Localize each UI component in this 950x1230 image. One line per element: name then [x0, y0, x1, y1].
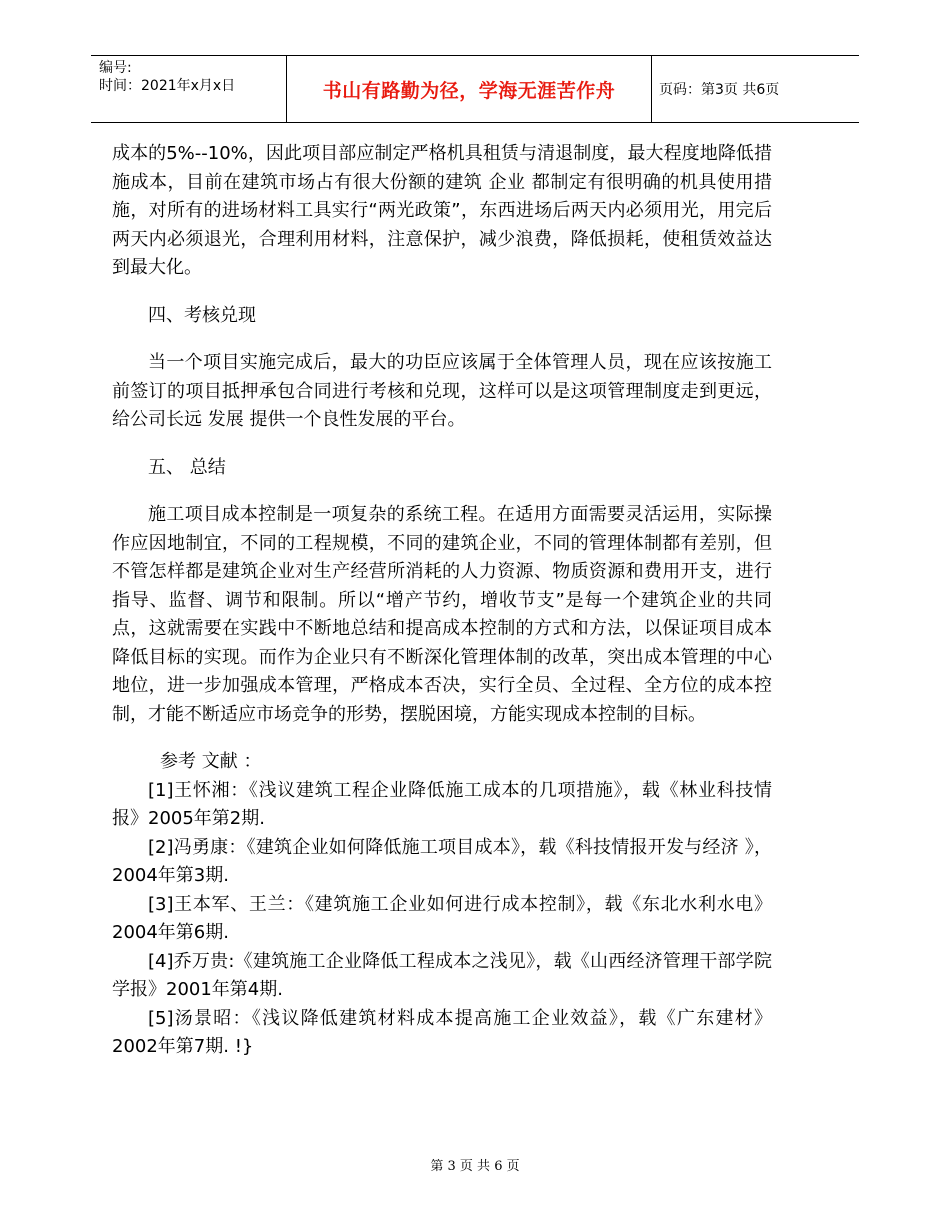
- reference-item: [1]王怀湘：《浅议建筑工程企业降低施工成本的几项措施》，载《林业科技情报》2005年第2期.: [112, 779, 772, 829]
- references-title: 参考 文献 ：: [160, 751, 262, 772]
- section-heading-assessment: 四、考核兑现: [148, 304, 256, 326]
- header-motto: 书山有路勤为径，学海无涯苦作舟: [287, 56, 652, 122]
- reference-item: [5]汤景昭：《浅议降低建筑材料成本提高施工企业效益》，载《广东建材》2002年第7期. !}: [112, 1007, 772, 1057]
- paragraph-summary: 施工项目成本控制是一项复杂的系统工程。在适用方面需要灵活运用，实际操作应因地制宜，不同的工程规模，不同的建筑企业，不同的管理体制都有差别，但不管怎样都是建筑企业对生产经营所消耗的人力资源、物质资源和费用开支，进行指导、监督、调节和限制。所以“增产节约，增收节支”是每一个建筑企业的共同点，这就需要在实践中不断地总结和提高成本控制的方式和方法，以保证项目成本降低目标的实现。而作为企业只有不断深化管理体制的改革，突出成本管理的中心地位，进一步加强成本管理，严格成本否决，实行全员、全过程、全方位的成本控制，才能不断适应市场竞争的形势，摆脱困境，方能实现成本控制的目标。: [112, 504, 772, 725]
- reference-item: [2]冯勇康：《建筑企业如何降低施工项目成本》，载《科技情报开发与经济 》，2004年第3期.: [112, 836, 772, 886]
- paragraph-equipment-cost: 成本的5%--10%，因此项目部应制定严格机具租赁与清退制度，最大程度地降低措施成本，目前在建筑市场占有很大份额的建筑 企业 都制定有很明确的机具使用措施，对所有的进场材料工具实行“两光政策”，东西进场后两天内必须用光，用完后两天内必须退光，合理利用材料，注意保护，减少浪费，降低损耗，使租赁效益达到最大化。: [112, 143, 772, 278]
- page-header: [91, 55, 859, 123]
- header-page-info: 页码：第3页 共6页: [659, 82, 780, 98]
- document-number-label: 编号:: [99, 60, 132, 76]
- page-footer: 第 3 页 共 6 页: [430, 1159, 520, 1174]
- document-time-label: 时间：2021年x月x日: [99, 78, 236, 94]
- section-heading-summary: 五、 总结: [148, 456, 226, 478]
- paragraph-assessment: 当一个项目实施完成后，最大的功臣应该属于全体管理人员，现在应该按施工前签订的项目抵押承包合同进行考核和兑现，这样可以是这项管理制度走到更远，给公司长远 发展 提供一个良性发展的平台。: [112, 352, 772, 430]
- document-body: [112, 140, 772, 1062]
- reference-item: [4]乔万贵:《建筑施工企业降低工程成本之浅见》，载《山西经济管理干部学院学报》2001年第4期.: [112, 950, 772, 1000]
- header-meta: [91, 56, 287, 122]
- reference-item: [3]王本军、王兰：《建筑施工企业如何进行成本控制》，载《东北水利水电》2004年第6期.: [112, 893, 772, 943]
